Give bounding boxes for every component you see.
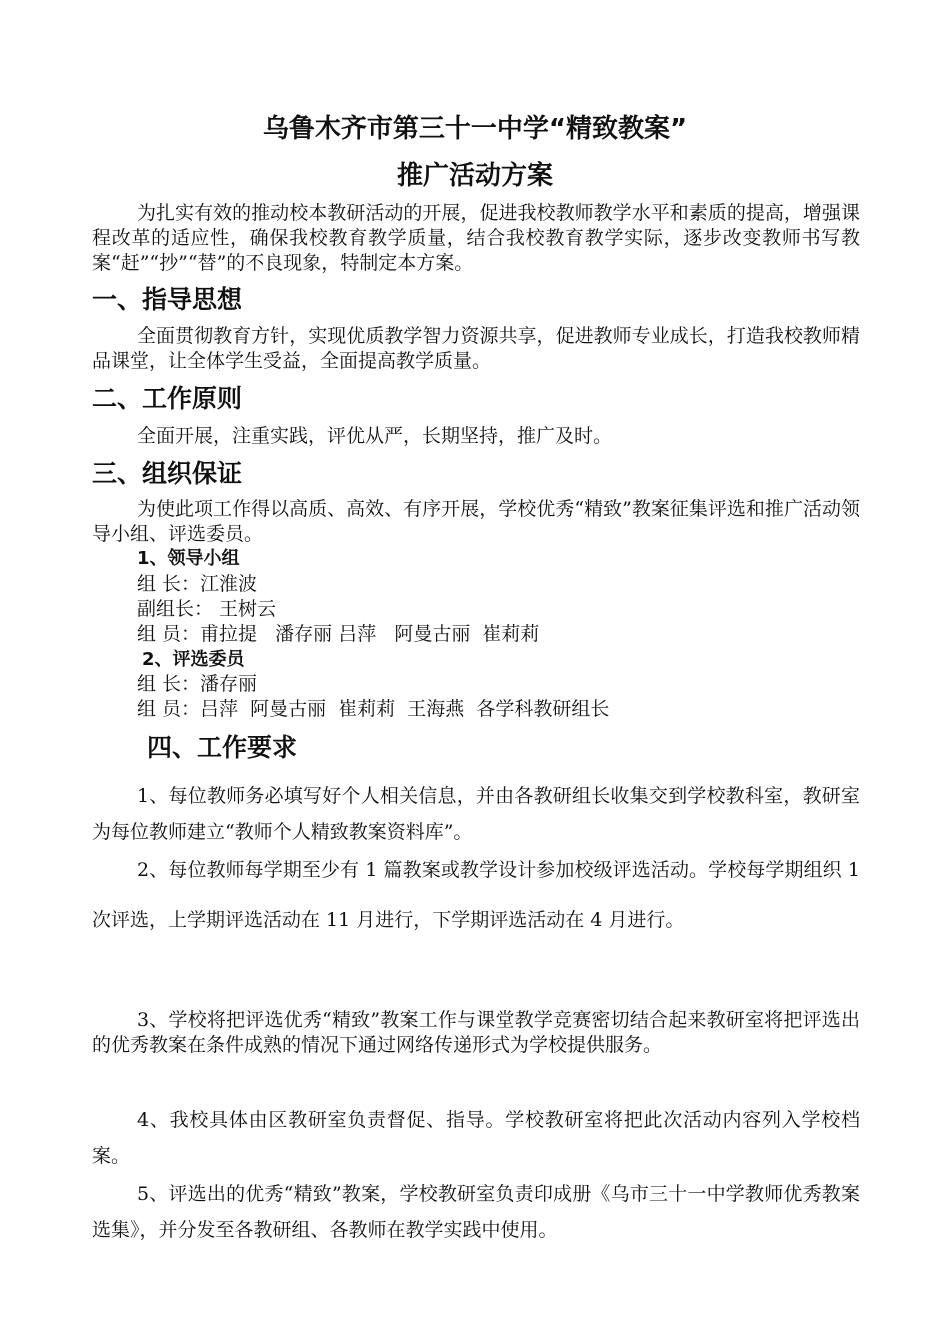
- group1-title: 1、领导小组: [137, 548, 240, 569]
- section2-heading: 二、工作原则: [92, 384, 243, 413]
- section4-heading: 四、工作要求: [147, 733, 298, 762]
- group1-leader: 组 长：江淮波: [137, 573, 258, 595]
- document-title-line1: 乌鲁木齐市第三十一中学“精致教案”: [262, 114, 688, 144]
- section3-paragraph: 为使此项工作得以高质、高效、有序开展，学校优秀“精致”教案征集评选和推广活动领导小组、评选委员。: [92, 498, 860, 545]
- section3-heading: 三、组织保证: [92, 459, 243, 488]
- requirement-item-3: 3、学校将把评选优秀“精致”教案工作与课堂教学竞赛密切结合起来教研室将把评选出的优秀教案在条件成熟的情况下通过网络传递形式为学校提供服务。: [92, 1009, 860, 1056]
- requirement-item-5: 5、评选出的优秀“精致”教案，学校教研室负责印成册《乌市三十一中学教师优秀教案选集》，并分发至各教研组、各教师在教学实践中使用。: [92, 1183, 860, 1241]
- requirement-item-4: 4、我校具体由区教研室负责督促、指导。学校教研室将把此次活动内容列入学校档案。: [92, 1109, 860, 1167]
- requirement-item-2: 2、每位教师每学期至少有 1 篇教案或教学设计参加校级评选活动。学校每学期组织 1 次评选，上学期评选活动在 11 月进行，下学期评选活动在 4 月进行。: [92, 859, 860, 931]
- requirement-item-1: 1、每位教师务必填写好个人相关信息，并由各教研组长收集交到学校教科室，教研室为每位教师建立“教师个人精致教案资料库”。: [92, 785, 860, 843]
- group1-deputy: 副组长： 王树云: [137, 598, 277, 620]
- intro-paragraph: 为扎实有效的推动校本教研活动的开展，促进我校教师教学水平和素质的提高，增强课程改革的适应性，确保我校教育教学质量，结合我校教育教学实际，逐步改变教师书写教案“赶”“抄”“替”的不良现象，特制定本方案。: [92, 202, 860, 274]
- group2-members: 组 员：吕萍 阿曼古丽 崔莉莉 王海燕 各学科教研组长: [137, 698, 610, 720]
- section2-paragraph: 全面开展，注重实践，评优从严，长期坚持，推广及时。: [137, 425, 613, 447]
- section1-heading: 一、指导思想: [92, 285, 243, 314]
- group2-leader: 组 长：潘存丽: [137, 673, 258, 695]
- section1-paragraph: 全面贯彻教育方针，实现优质教学智力资源共享，促进教师专业成长，打造我校教师精品课堂，让全体学生受益，全面提高教学质量。: [92, 325, 860, 372]
- document-title-line2: 推广活动方案: [396, 161, 553, 191]
- group2-title: 2、评选委员: [142, 649, 245, 670]
- group1-members: 组 员：甫拉提 潘存丽 吕萍 阿曼古丽 崔莉莉: [137, 623, 540, 645]
